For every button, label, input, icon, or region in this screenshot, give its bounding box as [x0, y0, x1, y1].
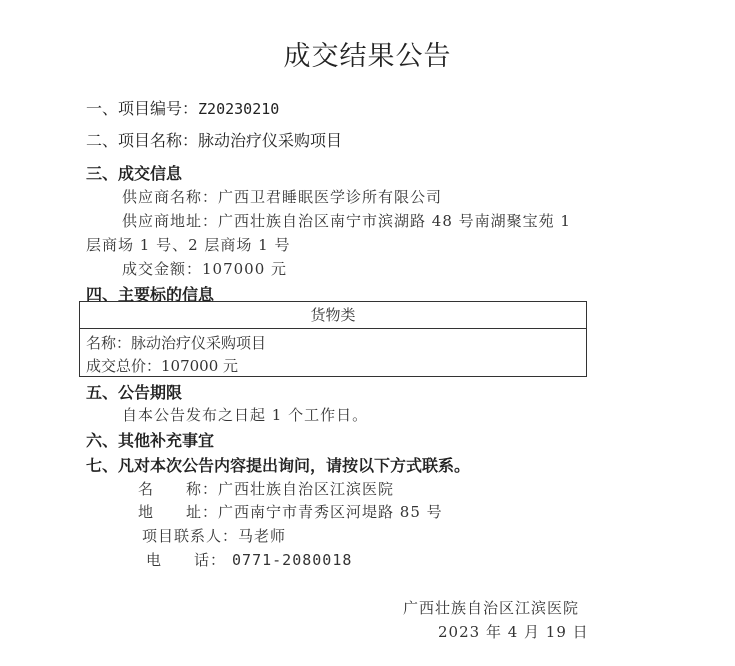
project-name-value: 脉动治疗仪采购项目: [198, 131, 343, 150]
project-name-line: [86, 128, 342, 151]
other-matters-heading: 六、其他补充事宜: [86, 431, 215, 450]
contact-heading: 七、凡对本次公告内容提出询问，请按以下方式联系。: [86, 456, 471, 475]
supplier-address-line2: 层商场 1 号、2 层商场 1 号: [86, 236, 291, 254]
signature-org: 广西壮族自治区江滨医院: [403, 599, 580, 617]
contact-address-line: [138, 501, 443, 522]
contact-name-value: 广西壮族自治区江滨医院: [218, 480, 395, 498]
notice-period-text: 自本公告发布之日起 1 个工作日。: [122, 406, 369, 424]
supplier-address-line1: 供应商地址：广西壮族自治区南宁市滨湖路 48 号南湖聚宝苑 1: [122, 212, 571, 230]
contact-phone-value: 0771-2080018: [232, 551, 353, 569]
deal-info-heading: 三、成交信息: [86, 164, 183, 183]
contact-phone-line: [146, 549, 352, 570]
goods-table-header: 货物类: [80, 302, 586, 329]
supplier-name: 供应商名称：广西卫君睡眠医学诊所有限公司: [122, 188, 443, 206]
contact-address-value: 广西南宁市青秀区河堤路 85 号: [218, 503, 443, 521]
project-name-label: 二、项目名称：: [86, 131, 199, 150]
goods-table: [79, 301, 587, 377]
notice-period-heading: 五、公告期限: [86, 383, 183, 402]
contact-name-line: [138, 478, 394, 499]
deal-amount: 成交金额：107000 元: [122, 260, 288, 278]
contact-phone-label: 电 话：: [146, 551, 227, 569]
contact-address-label: 地 址：: [138, 503, 219, 521]
project-number-line: [86, 96, 279, 119]
contact-name-label: 名 称：: [138, 480, 219, 498]
contact-person: 项目联系人：马老师: [142, 527, 287, 545]
goods-item-total: 成交总价：107000 元: [86, 357, 239, 375]
page-title: 成交结果公告: [283, 41, 452, 72]
goods-item-name: 名称：脉动治疗仪采购项目: [86, 334, 267, 352]
project-number-label: 一、项目编号：: [86, 99, 199, 118]
project-number-value: Z20230210: [198, 100, 280, 118]
signature-date: 2023 年 4 月 19 日: [438, 623, 589, 641]
main-items-heading: 四、主要标的信息: [86, 285, 215, 304]
